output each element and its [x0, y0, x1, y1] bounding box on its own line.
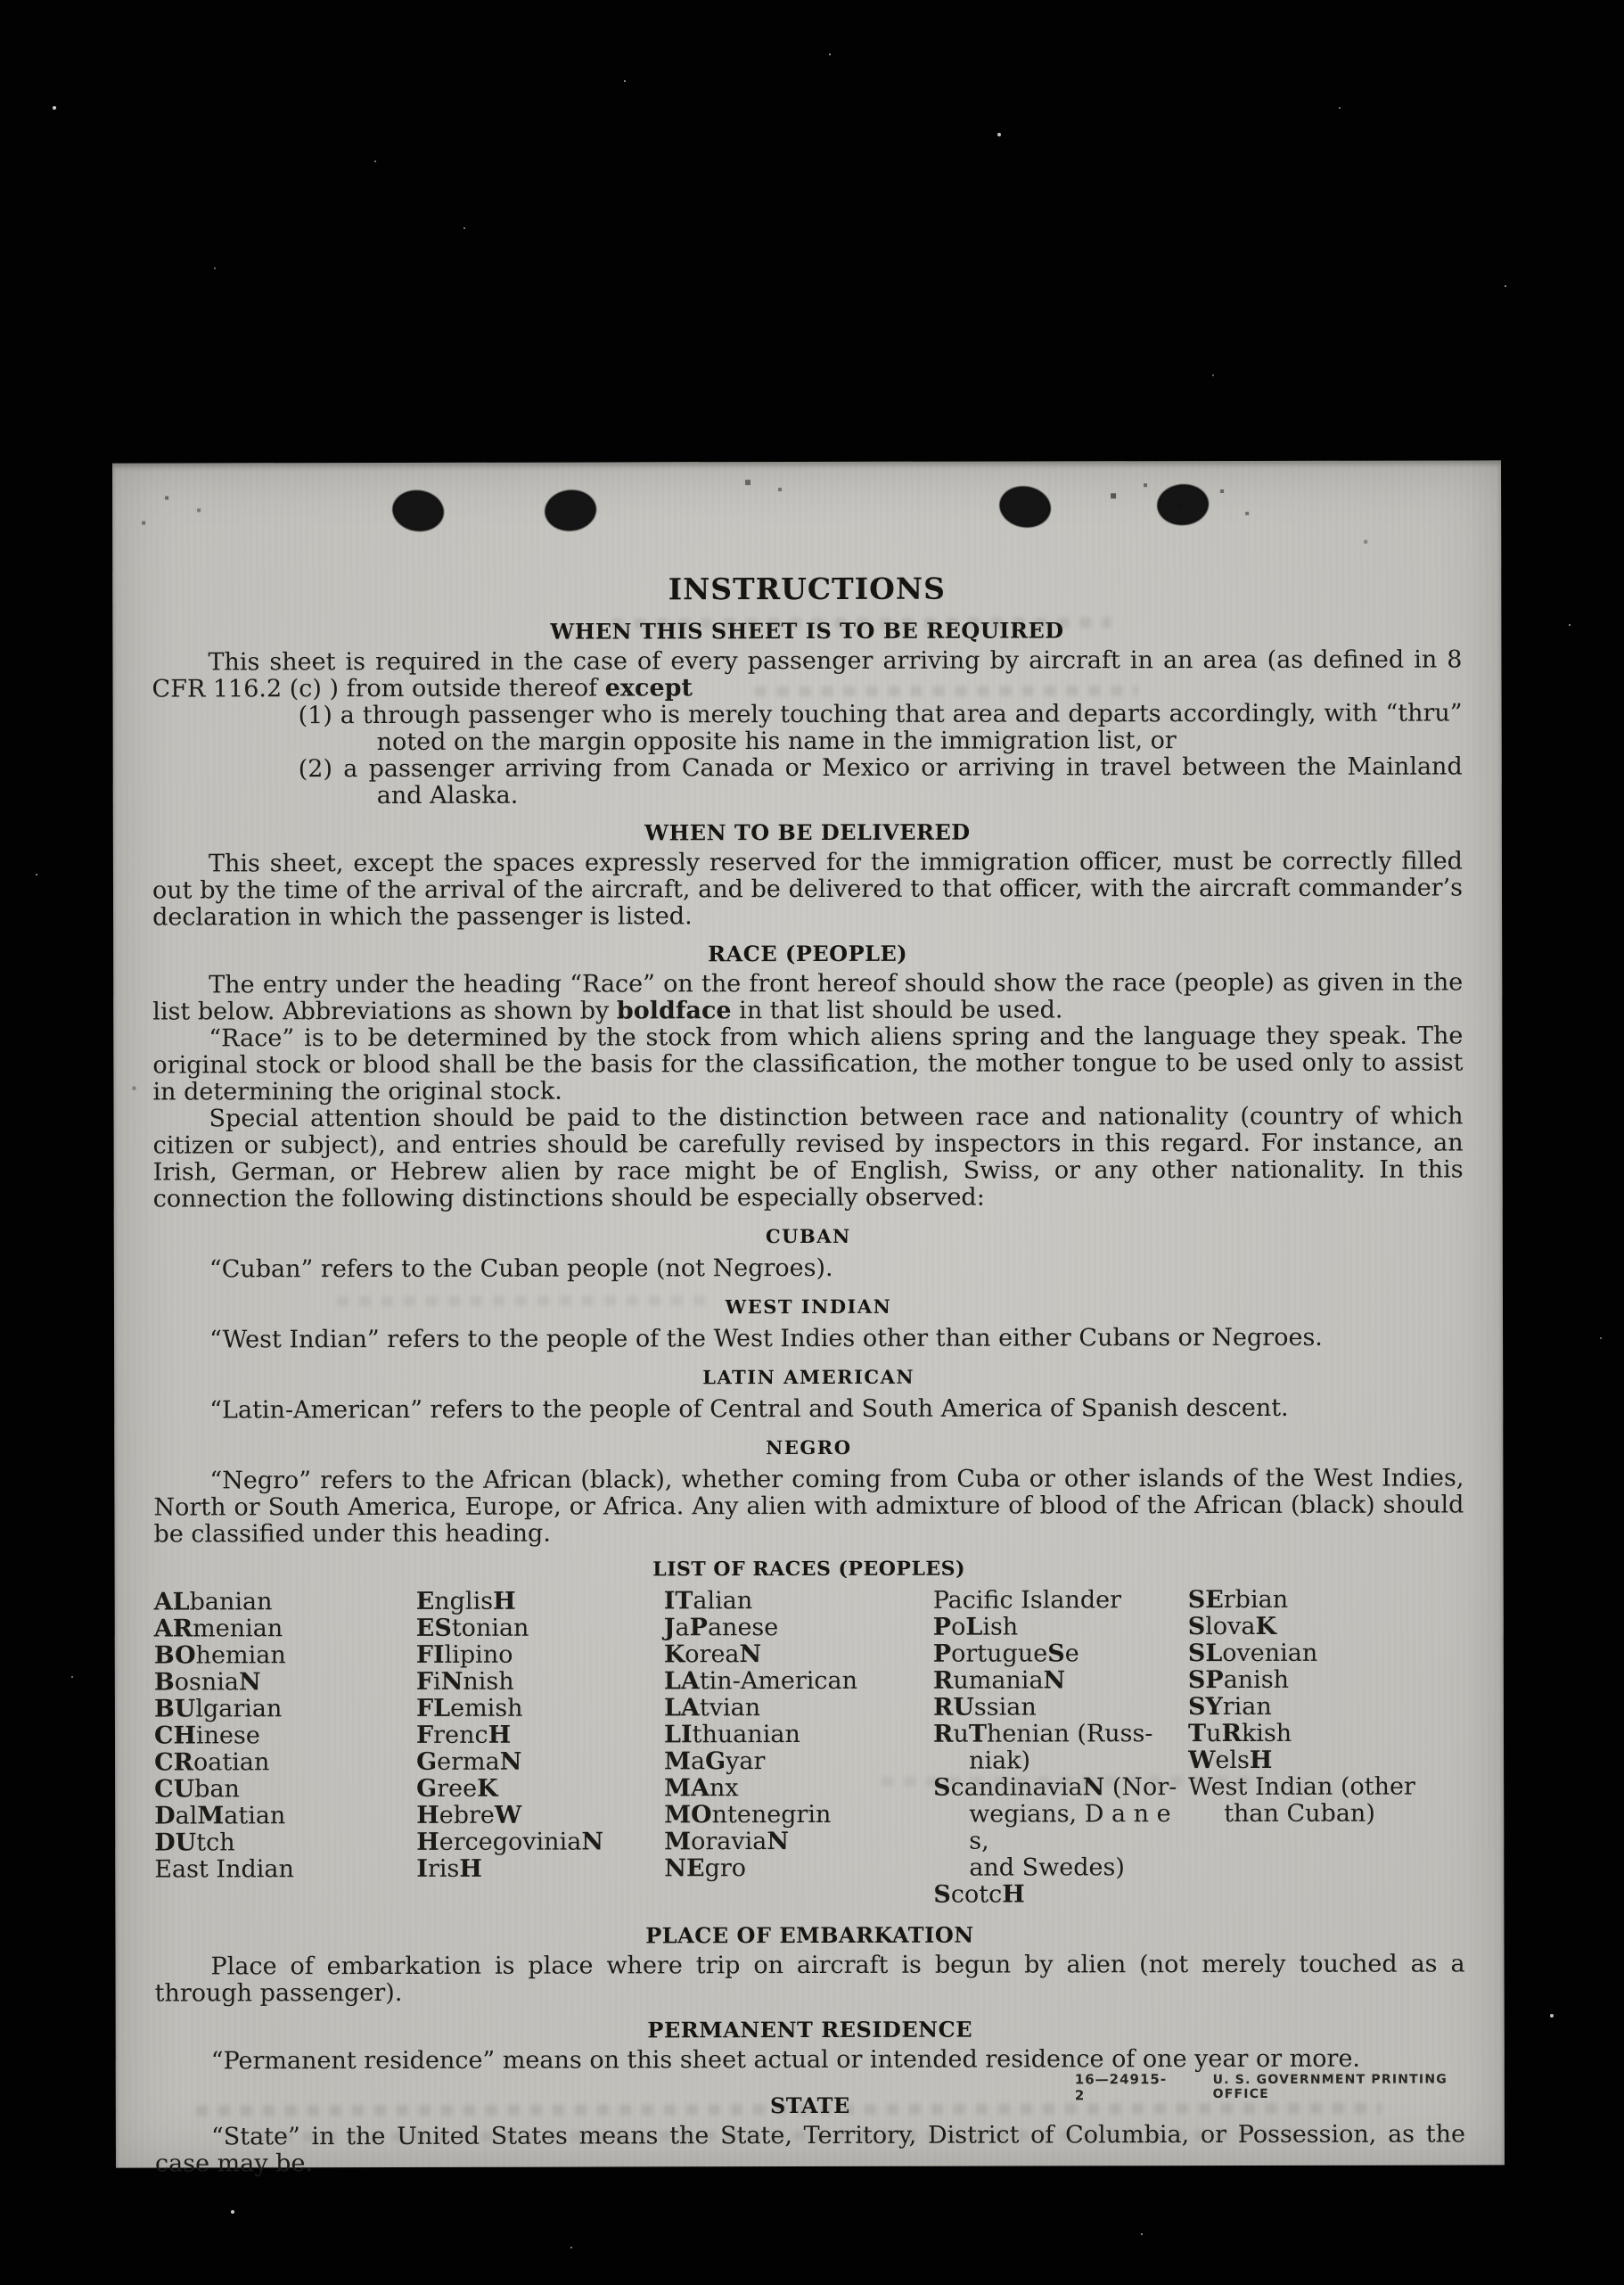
printing-imprint: [1075, 2070, 1505, 2103]
section-heading-state: STATE: [769, 2092, 850, 2119]
race-entry: KoreaN: [663, 1640, 762, 1669]
race-entry: RUssian: [932, 1693, 1037, 1722]
race-entry: MoraviaN: [664, 1828, 790, 1856]
race-entry: FIlipino: [415, 1640, 513, 1669]
definition-body-cuban: “Cuban” refers to the Cuban people (not Negroes).: [209, 1253, 833, 1284]
race-entry: FiNnish: [415, 1667, 514, 1696]
list-item-2: (2) a passenger arriving from Canada or Mexico or arriving in travel between the Mainland and Alaska.: [298, 752, 1463, 810]
race-entry: ITalian: [663, 1587, 753, 1615]
race-entry: ScandinaviaN (Nor- wegians, D a n e s, and Swedes): [933, 1773, 1177, 1882]
paragraph-delivered: This sheet, except the spaces expressly reserved for the immigration officer, must be correctly filled out by the time of the arrival of the aircraft, and be delivered to that officer, with the aircraft commander’s declaration in which the passenger is listed.: [152, 847, 1464, 932]
race-entry: SErbian: [1187, 1585, 1289, 1615]
race-entry: MOntenegrin: [664, 1800, 832, 1829]
paragraph-race-2: “Race” is to be determined by the stock from which aliens spring and the language they speak. The original stock or blood shall be the basis for the classification, the mother tongue to be used only to assist in determining the original stock.: [152, 1022, 1464, 1106]
race-entry: SYrian: [1187, 1692, 1272, 1722]
definition-heading-cuban: CUBAN: [765, 1224, 851, 1248]
race-entry: EStonian: [415, 1614, 529, 1642]
paragraph-state: “State” in the United States means the State, Territory, District of Columbia, or Possession, as the case may be.: [154, 2120, 1465, 2178]
race-entry: RumaniaN: [932, 1666, 1066, 1695]
race-entry: SLovenian: [1187, 1639, 1318, 1668]
dust-specks: [0, 0, 2, 2]
hole-punch: [1156, 482, 1210, 527]
imprint-job-number: 16—24915-2: [1074, 2071, 1168, 2104]
races-column-3: [664, 1588, 934, 1883]
definition-heading-negro: NEGRO: [766, 1435, 852, 1459]
paragraph-required-intro: This sheet is required in the case of every passenger arriving by aircraft in an area (as defined in 8 CFR 116.2 (c) ) from outside thereof except: [152, 645, 1463, 703]
race-entry: BOhemian: [153, 1641, 286, 1670]
race-entry: West Indian (other than Cuban): [1188, 1772, 1415, 1829]
race-entry: BosniaN: [153, 1668, 261, 1697]
section-heading-residence: PERMANENT RESIDENCE: [647, 2016, 973, 2043]
race-entry: HebreW: [416, 1801, 522, 1829]
race-entry: RuThenian (Russ- niak): [932, 1720, 1153, 1775]
race-entry: ARmenian: [153, 1615, 283, 1643]
races-column-1: [154, 1589, 417, 1884]
race-entry: GermaN: [416, 1747, 522, 1776]
race-entry: NEgro: [664, 1854, 747, 1883]
races-list: [154, 1586, 1465, 1910]
definition-body-latin-american: “Latin-American” refers to the people of Central and South America of Spanish descent.: [209, 1393, 1289, 1425]
race-entry: TuRkish: [1187, 1719, 1292, 1748]
race-entry: CUban: [154, 1775, 240, 1804]
race-entry: JaPanese: [663, 1614, 779, 1642]
race-entry: LIthuanian: [663, 1721, 800, 1749]
race-entry: Pacific Islander: [932, 1586, 1122, 1615]
races-column-4: [933, 1587, 1189, 1909]
race-entry: FLemish: [415, 1694, 523, 1722]
section-heading-embarkation: PLACE OF EMBARKATION: [645, 1921, 974, 1949]
race-entry: BUlgarian: [153, 1695, 283, 1723]
hole-punch: [997, 482, 1054, 531]
race-entry: East Indian: [154, 1855, 294, 1884]
definition-heading-west-indian: WEST INDIAN: [725, 1295, 892, 1319]
race-entry: HercegoviniaN: [416, 1828, 604, 1856]
race-entry: SPanish: [1187, 1665, 1290, 1695]
hole-punch: [390, 487, 447, 535]
race-entry: PoLish: [932, 1613, 1019, 1641]
paragraph-race-3: Special attention should be paid to the distinction between race and nationality (country of which citizen or subject), and entries should be carefully revised by inspectors in this regard. For instance, an Irish, German, or Hebrew alien by race might be of English, Swiss, or any other nationality. In this connection the following distinctions should be especially observed:: [152, 1102, 1464, 1213]
race-entry: ScotcH: [933, 1880, 1025, 1909]
section-heading-required: WHEN THIS SHEET IS TO BE REQUIRED: [550, 617, 1064, 645]
race-entry: GreeK: [416, 1774, 498, 1803]
race-entry: FrencH: [415, 1721, 512, 1749]
imprint-office: U. S. GOVERNMENT PRINTING OFFICE: [1212, 2072, 1448, 2102]
page-title: INSTRUCTIONS: [668, 571, 946, 607]
races-column-2: [416, 1588, 665, 1883]
list-item-1: (1) a through passenger who is merely touching that area and departs accordingly, with “thru” noted on the margin opposite his name in the immigration list, or: [298, 699, 1463, 757]
hole-punch: [543, 488, 599, 534]
race-entry: IrisH: [416, 1854, 482, 1883]
race-entry: EnglisH: [415, 1587, 516, 1615]
race-entry: LAtin-American: [663, 1666, 858, 1696]
race-entry: DalMatian: [154, 1802, 286, 1830]
race-entry: MaGyar: [664, 1747, 766, 1776]
race-entry: PortugueSe: [932, 1640, 1079, 1668]
races-column-5: [1188, 1586, 1464, 1828]
race-entry: DUtch: [154, 1829, 235, 1857]
races-list-heading: LIST OF RACES (PEOPLES): [652, 1557, 966, 1582]
race-entry: CRoatian: [154, 1748, 270, 1777]
race-entry: ALbanian: [153, 1588, 273, 1616]
race-entry: WelsH: [1188, 1746, 1273, 1775]
race-entry: CHinese: [153, 1722, 260, 1750]
section-heading-race: RACE (PEOPLE): [708, 940, 908, 967]
race-entry: LAtvian: [663, 1694, 761, 1722]
definition-body-west-indian: “West Indian” refers to the people of the West Indies other than either Cubans or Negroes.: [209, 1323, 1323, 1354]
document-page: [112, 460, 1505, 2178]
ink-specks: [112, 464, 114, 465]
paragraph-residence: “Permanent residence” means on this sheet actual or intended residence of one year or more.: [210, 2044, 1361, 2075]
race-entry: MAnx: [664, 1774, 739, 1803]
section-heading-delivered: WHEN TO BE DELIVERED: [644, 818, 971, 846]
race-entry: SlovaK: [1187, 1612, 1276, 1641]
document-content: [112, 571, 1505, 2177]
paragraph-embarkation: Place of embarkation is place where trip on aircraft is begun by alien (not merely touched as a through passenger).: [154, 1950, 1465, 2008]
definition-heading-latin-american: LATIN AMERICAN: [702, 1365, 915, 1389]
definition-body-negro: “Negro” refers to the African (black), whether coming from Cuba or other islands of the West Indies, North or South America, Europe, or Africa. Any alien with admixture of blood of the African (black) should be classified under this heading.: [153, 1464, 1464, 1549]
paragraph-race-1: The entry under the heading “Race” on the front hereof should show the race (people) as given in the list below. Abbreviations as shown by boldface in that list should be used.: [152, 968, 1464, 1026]
